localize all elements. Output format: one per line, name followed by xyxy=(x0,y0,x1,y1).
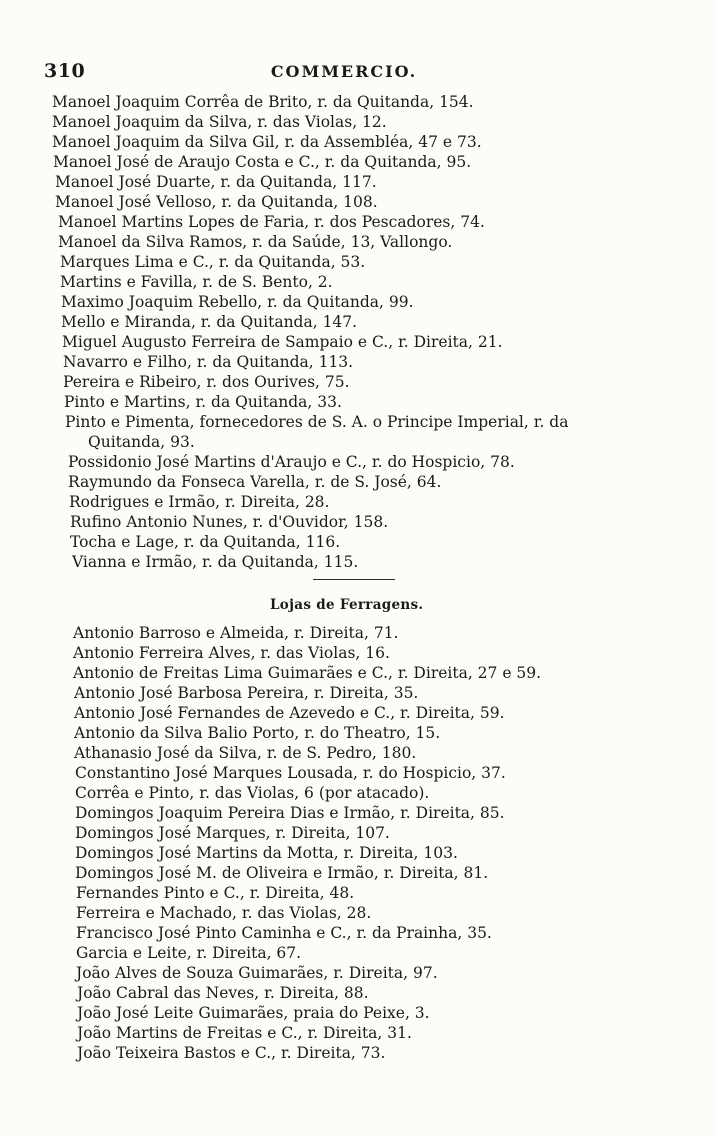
list-item: João Cabral das Neves, r. Direita, 88. xyxy=(77,984,369,1002)
list-item: Pinto e Pimenta, fornecedores de S. A. o Principe Imperial, r. da xyxy=(65,413,569,431)
list-item: Antonio Barroso e Almeida, r. Direita, 71. xyxy=(73,624,399,642)
list-item: Navarro e Filho, r. da Quitanda, 113. xyxy=(63,353,354,371)
list-item: Pereira e Ribeiro, r. dos Ourives, 75. xyxy=(63,373,350,391)
list-item: Ferreira e Machado, r. das Violas, 28. xyxy=(76,904,372,922)
list-item: Manoel Joaquim da Silva Gil, r. da Assembléa, 47 e 73. xyxy=(52,133,482,151)
list-item: Vianna e Irmão, r. da Quitanda, 115. xyxy=(72,553,359,571)
list-item-continuation: Quitanda, 93. xyxy=(88,433,195,451)
list-item: Constantino José Marques Lousada, r. do Hospicio, 37. xyxy=(75,764,506,782)
section-heading: Lojas de Ferragens. xyxy=(270,597,424,613)
list-item: Miguel Augusto Ferreira de Sampaio e C., r. Direita, 21. xyxy=(62,333,503,351)
list-item: Raymundo da Fonseca Varella, r. de S. José, 64. xyxy=(68,473,442,491)
list-item: Manoel José Duarte, r. da Quitanda, 117. xyxy=(55,173,377,191)
list-item: Possidonio José Martins d'Araujo e C., r. do Hospicio, 78. xyxy=(68,453,515,471)
list-item: João Teixeira Bastos e C., r. Direita, 73. xyxy=(77,1044,386,1062)
list-item: Manoel Joaquim Corrêa de Brito, r. da Quitanda, 154. xyxy=(52,93,474,111)
list-item: Antonio José Barbosa Pereira, r. Direita, 35. xyxy=(74,684,419,702)
section-divider xyxy=(313,579,395,580)
list-item: Rodrigues e Irmão, r. Direita, 28. xyxy=(69,493,330,511)
list-item: Antonio de Freitas Lima Guimarães e C., r. Direita, 27 e 59. xyxy=(73,664,542,682)
list-item: Corrêa e Pinto, r. das Violas, 6 (por atacado). xyxy=(75,784,430,802)
list-item: Mello e Miranda, r. da Quitanda, 147. xyxy=(61,313,358,331)
list-item: Antonio Ferreira Alves, r. das Violas, 16. xyxy=(73,644,390,662)
list-item: Manoel Joaquim da Silva, r. das Violas, 12. xyxy=(52,113,387,131)
list-item: Domingos José Marques, r. Direita, 107. xyxy=(75,824,390,842)
list-item: Marques Lima e C., r. da Quitanda, 53. xyxy=(60,253,366,271)
page-number: 310 xyxy=(44,60,86,82)
list-item: Manoel da Silva Ramos, r. da Saúde, 13, Vallongo. xyxy=(58,233,453,251)
running-title: COMMERCIO. xyxy=(270,62,418,81)
list-item: Fernandes Pinto e C., r. Direita, 48. xyxy=(76,884,355,902)
list-item: Domingos José M. de Oliveira e Irmão, r. Direita, 81. xyxy=(75,864,489,882)
list-item: Rufino Antonio Nunes, r. d'Ouvidor, 158. xyxy=(70,513,389,531)
list-item: Francisco José Pinto Caminha e C., r. da Prainha, 35. xyxy=(76,924,492,942)
list-item: Domingos Joaquim Pereira Dias e Irmão, r. Direita, 85. xyxy=(75,804,505,822)
list-item: Manoel Martins Lopes de Faria, r. dos Pescadores, 74. xyxy=(58,213,485,231)
page-header xyxy=(44,60,644,86)
list-item: João Martins de Freitas e C., r. Direita, 31. xyxy=(77,1024,412,1042)
list-item: Pinto e Martins, r. da Quitanda, 33. xyxy=(64,393,342,411)
list-item: Manoel José de Araujo Costa e C., r. da Quitanda, 95. xyxy=(53,153,472,171)
list-item: Maximo Joaquim Rebello, r. da Quitanda, 99. xyxy=(61,293,414,311)
list-item: João José Leite Guimarães, praia do Peixe, 3. xyxy=(77,1004,430,1022)
list-item: Martins e Favilla, r. de S. Bento, 2. xyxy=(60,273,333,291)
list-item: Garcia e Leite, r. Direita, 67. xyxy=(76,944,302,962)
list-item: Domingos José Martins da Motta, r. Direita, 103. xyxy=(75,844,458,862)
list-item: João Alves de Souza Guimarães, r. Direita, 97. xyxy=(76,964,438,982)
list-item: Manoel José Velloso, r. da Quitanda, 108. xyxy=(55,193,378,211)
list-item: Antonio da Silva Balio Porto, r. do Theatro, 15. xyxy=(74,724,441,742)
list-item: Antonio José Fernandes de Azevedo e C., r. Direita, 59. xyxy=(74,704,505,722)
list-item: Tocha e Lage, r. da Quitanda, 116. xyxy=(70,533,341,551)
list-item: Athanasio José da Silva, r. de S. Pedro, 180. xyxy=(74,744,417,762)
